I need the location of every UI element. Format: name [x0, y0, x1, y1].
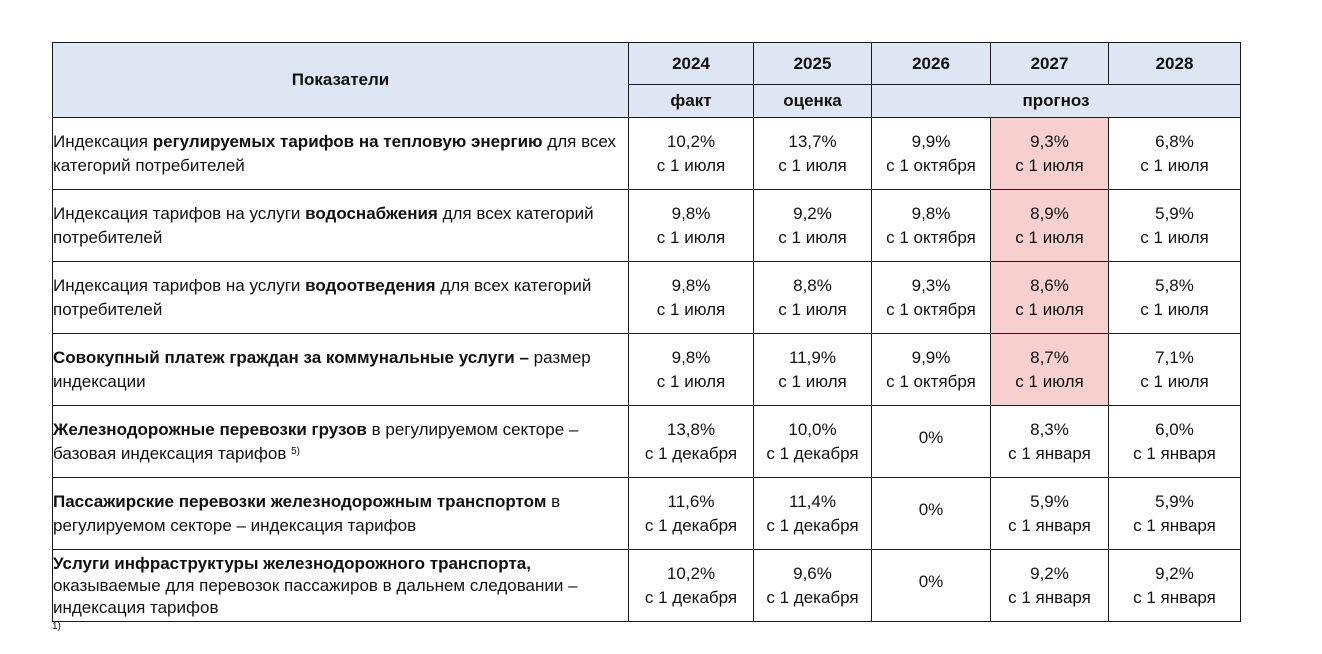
index-value: 9,2%: [793, 203, 832, 223]
index-value: 0%: [918, 499, 944, 519]
row-label: [53, 190, 629, 262]
index-value: 9,8%: [671, 275, 711, 295]
effective-date: с 1 июля: [778, 299, 847, 319]
index-value: 8,9%: [1030, 203, 1069, 223]
value-cell-2027: [991, 406, 1109, 478]
index-value: 6,0%: [1155, 419, 1194, 439]
index-value: 9,8%: [671, 203, 711, 223]
year-header-2025: 2025: [754, 43, 872, 85]
index-value: 11,4%: [789, 491, 836, 511]
value-cell-2027: [991, 334, 1109, 406]
value-cell-2028: [1109, 406, 1241, 478]
index-value: 5,9%: [1030, 491, 1069, 511]
table-row: [53, 190, 1241, 262]
index-value: 8,8%: [793, 275, 832, 295]
value-cell-2025: [754, 550, 872, 622]
row-label: [53, 550, 629, 622]
year-header-2028: 2028: [1109, 43, 1241, 85]
index-value: 10,0%: [788, 419, 837, 439]
effective-date: с 1 июля: [656, 371, 726, 391]
value-cell-2024: [629, 406, 754, 478]
index-value: 9,3%: [1030, 131, 1069, 151]
effective-date: с 1 июля: [778, 227, 847, 247]
index-value: 7,1%: [1155, 347, 1194, 367]
value-cell-2028: [1109, 262, 1241, 334]
status-fact-header: факт: [629, 85, 754, 118]
row-label-bold-text: Железнодорожные перевозки грузов: [53, 419, 367, 439]
effective-date: с 1 июля: [1015, 227, 1084, 247]
index-value: 9,9%: [911, 347, 951, 367]
value-cell-2025: [754, 262, 872, 334]
table-row: [53, 478, 1241, 550]
value-cell-2027: [991, 190, 1109, 262]
value-cell-2026: [872, 118, 991, 190]
row-label-text: Индексация тарифов на услуги: [53, 203, 306, 223]
year-header-2026: 2026: [872, 43, 991, 85]
footnote-ref: 5): [291, 445, 301, 457]
value-cell-2024: [629, 190, 754, 262]
effective-date: с 1 октября: [886, 155, 976, 175]
index-value: 8,6%: [1030, 275, 1069, 295]
table-row: [53, 334, 1241, 406]
effective-date: с 1 июля: [778, 155, 847, 175]
effective-date: с 1 июля: [1140, 371, 1209, 391]
effective-date: с 1 января: [1133, 515, 1216, 535]
index-value: 0%: [918, 427, 944, 447]
row-label-bold-text: водоотведения: [305, 275, 436, 295]
index-value: 0%: [918, 571, 944, 591]
index-value: 13,7%: [788, 131, 837, 151]
index-value: 9,6%: [793, 563, 832, 583]
tariff-indexation-table: [52, 42, 1241, 622]
row-label-bold-text: Пассажирские перевозки железнодорожным транспортом: [53, 491, 547, 511]
value-cell-2024: [629, 118, 754, 190]
value-cell-2028: [1109, 118, 1241, 190]
index-value: 10,2%: [666, 131, 716, 151]
index-value: 9,2%: [1155, 563, 1194, 583]
value-cell-2028: [1109, 334, 1241, 406]
value-cell-2025: [754, 406, 872, 478]
value-cell-2026: [872, 334, 991, 406]
index-value: 9,2%: [1030, 563, 1069, 583]
value-cell-2027: [991, 262, 1109, 334]
effective-date: с 1 декабря: [766, 443, 859, 463]
row-label-bold-text: регулируемых тарифов на тепловую энергию: [152, 131, 543, 151]
row-label-text: для всех категорий потребителей: [53, 203, 594, 247]
value-cell-2024: [629, 262, 754, 334]
effective-date: с 1 декабря: [644, 443, 738, 463]
value-cell-2026: [872, 262, 991, 334]
index-value: 9,8%: [911, 203, 951, 223]
index-value: 11,6%: [667, 491, 715, 511]
value-cell-2025: [754, 190, 872, 262]
row-label: [53, 406, 629, 478]
row-label-bold-text: водоснабжения: [305, 203, 438, 223]
row-label-text: оказываемые для перевозок пассажиров в дальнем следовании – индексация тарифов: [53, 575, 578, 617]
value-cell-2028: [1109, 550, 1241, 622]
row-label-text: в регулируемом секторе – индексация тарифов: [53, 491, 561, 535]
index-value: 5,9%: [1155, 491, 1194, 511]
status-forecast-header: прогноз: [872, 85, 1241, 118]
row-label-text: для всех категорий потребителей: [53, 131, 616, 175]
value-cell-2027: [991, 478, 1109, 550]
effective-date: с 1 июля: [656, 227, 726, 247]
effective-date: с 1 декабря: [644, 587, 738, 607]
effective-date: с 1 июля: [1015, 155, 1084, 175]
effective-date: с 1 июля: [1140, 227, 1209, 247]
table-body: [53, 118, 1241, 622]
effective-date: с 1 июля: [1140, 155, 1209, 175]
row-label: [53, 334, 629, 406]
row-label: [53, 478, 629, 550]
header-row-years: [53, 43, 1241, 85]
value-cell-2024: [629, 334, 754, 406]
value-cell-2026: [872, 406, 991, 478]
table-row: [53, 550, 1241, 622]
value-cell-2028: [1109, 190, 1241, 262]
index-value: 8,7%: [1030, 347, 1069, 367]
index-value: 5,8%: [1155, 275, 1194, 295]
value-cell-2026: [872, 550, 991, 622]
index-value: 8,3%: [1030, 419, 1069, 439]
value-cell-2026: [872, 190, 991, 262]
effective-date: с 1 января: [1008, 587, 1091, 607]
effective-date: с 1 января: [1133, 587, 1216, 607]
row-label-text: Индексация: [53, 131, 153, 151]
value-cell-2027: [991, 550, 1109, 622]
row-label-text: Индексация тарифов на услуги: [53, 275, 306, 295]
index-value: 9,9%: [911, 131, 951, 151]
value-cell-2024: [629, 550, 754, 622]
value-cell-2024: [629, 478, 754, 550]
row-label: [53, 118, 629, 190]
row-label-bold-text: Совокупный платеж граждан за коммунальные услуги –: [53, 347, 529, 367]
effective-date: с 1 января: [1008, 515, 1091, 535]
row-label-bold-text: Услуги инфраструктуры железнодорожного транспорта,: [53, 553, 531, 573]
index-value: 6,8%: [1155, 131, 1194, 151]
effective-date: с 1 июля: [656, 155, 726, 175]
effective-date: с 1 июля: [778, 371, 847, 391]
table-row: [53, 262, 1241, 334]
value-cell-2025: [754, 334, 872, 406]
status-estimate-header: оценка: [754, 85, 872, 118]
effective-date: с 1 июля: [1015, 299, 1084, 319]
value-cell-2028: [1109, 478, 1241, 550]
table-row: [53, 406, 1241, 478]
value-cell-2026: [872, 478, 991, 550]
value-cell-2027: [991, 118, 1109, 190]
row-label-text: в регулируемом секторе – базовая индексация тарифов: [53, 419, 579, 463]
value-cell-2025: [754, 478, 872, 550]
index-value: 9,3%: [911, 275, 951, 295]
index-value: 13,8%: [666, 419, 716, 439]
footnote-mark: 1): [52, 621, 61, 632]
effective-date: с 1 октября: [886, 227, 976, 247]
indicators-header: Показатели: [53, 43, 629, 118]
year-header-2027: 2027: [991, 43, 1109, 85]
table-row: [53, 118, 1241, 190]
row-label-text: для всех категорий потребителей: [53, 275, 592, 319]
index-value: 9,8%: [671, 347, 711, 367]
index-value: 11,9%: [789, 347, 836, 367]
year-header-2024: 2024: [629, 43, 754, 85]
index-value: 5,9%: [1155, 203, 1194, 223]
effective-date: с 1 октября: [886, 299, 976, 319]
effective-date: с 1 января: [1008, 443, 1091, 463]
effective-date: с 1 января: [1133, 443, 1216, 463]
value-cell-2025: [754, 118, 872, 190]
effective-date: с 1 июля: [1015, 371, 1084, 391]
effective-date: с 1 декабря: [766, 587, 859, 607]
effective-date: с 1 декабря: [644, 515, 738, 535]
effective-date: с 1 июля: [656, 299, 726, 319]
effective-date: с 1 декабря: [766, 515, 859, 535]
effective-date: с 1 июля: [1140, 299, 1209, 319]
effective-date: с 1 октября: [886, 371, 976, 391]
row-label-text: размер индексации: [53, 347, 591, 391]
index-value: 10,2%: [666, 563, 716, 583]
row-label: [53, 262, 629, 334]
